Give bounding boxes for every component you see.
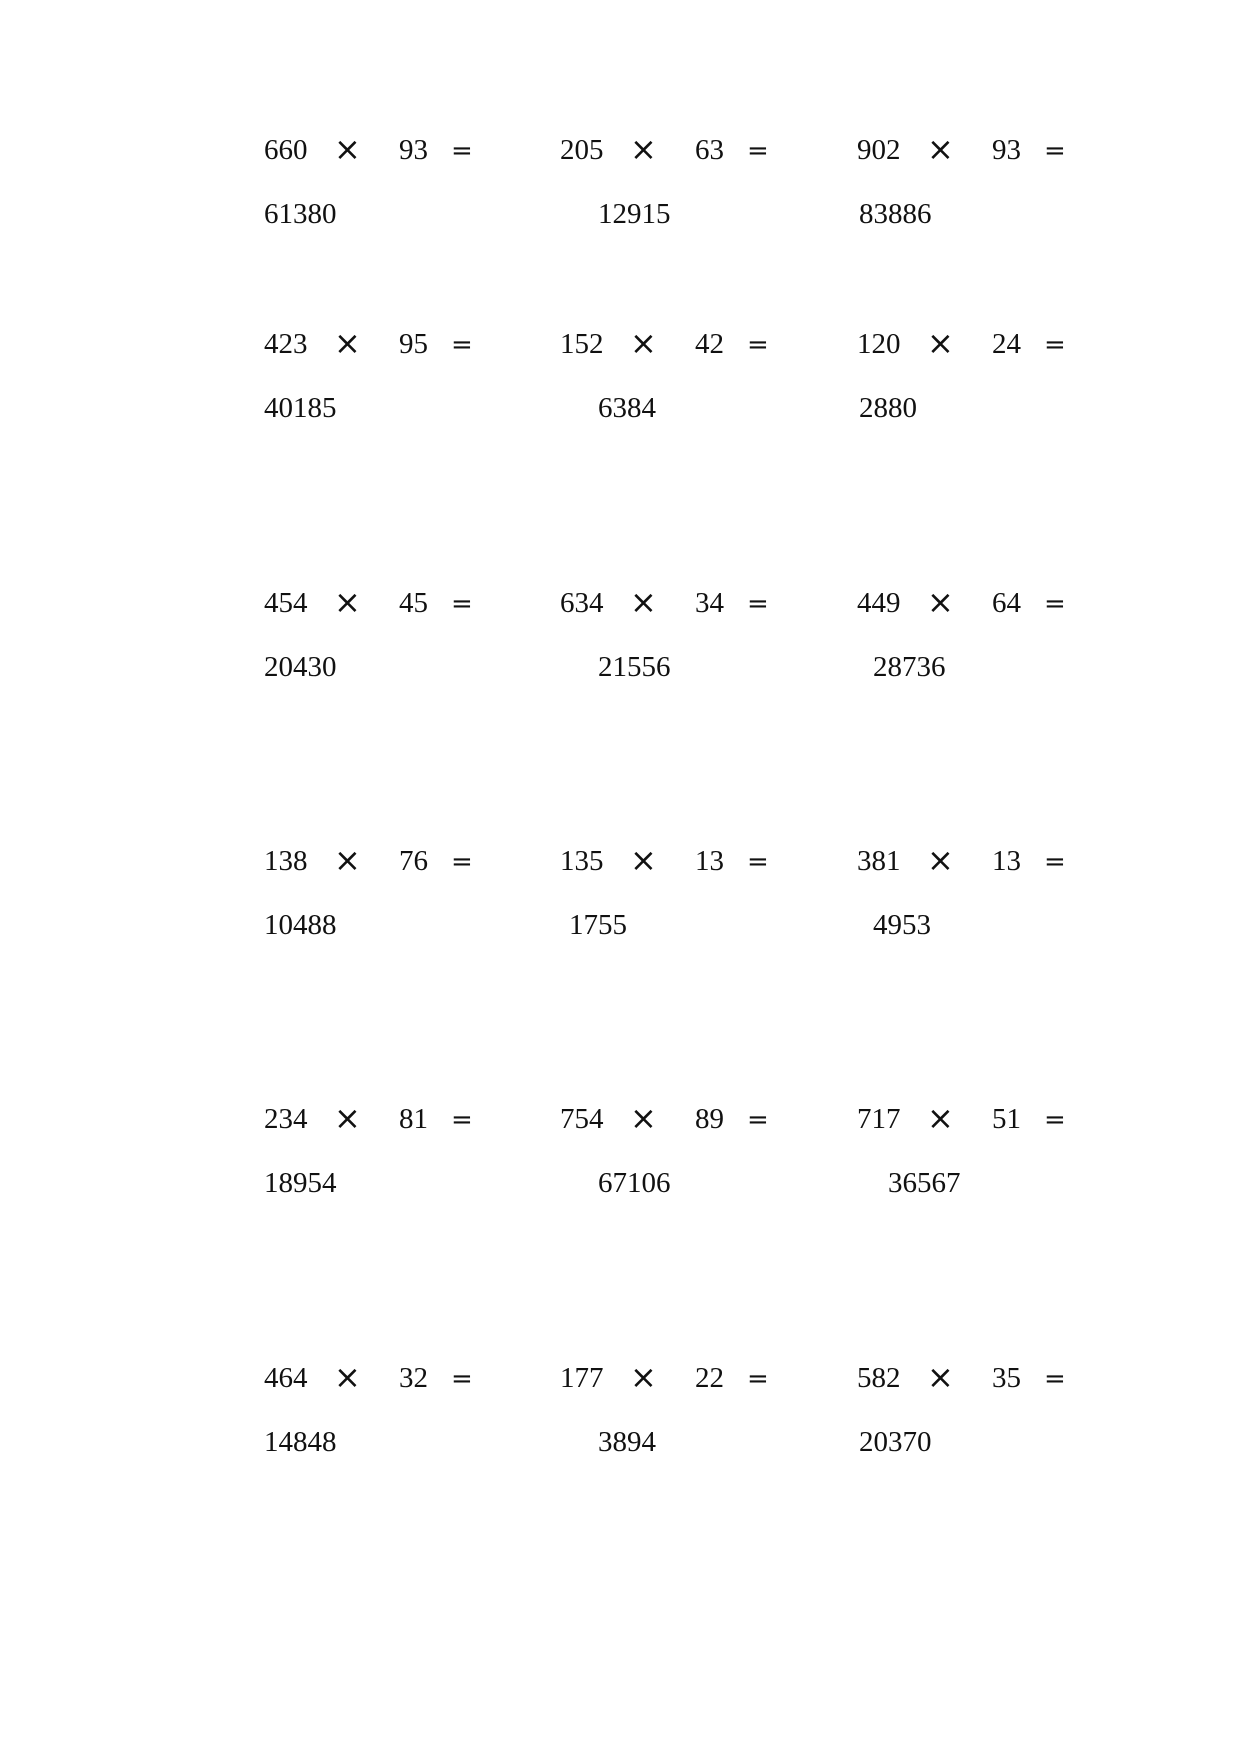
equals-sign: = xyxy=(451,847,473,877)
multiplicand: 138 xyxy=(264,845,308,877)
multiplier: 76 xyxy=(399,845,428,877)
multiplicand: 120 xyxy=(857,328,901,360)
times-sign: × xyxy=(927,841,954,879)
problem-7 xyxy=(264,585,564,695)
multiplier: 45 xyxy=(399,587,428,619)
multiplicand: 234 xyxy=(264,1103,308,1135)
problem-17 xyxy=(560,1360,860,1470)
multiplier: 93 xyxy=(992,134,1021,166)
multiplier: 35 xyxy=(992,1362,1021,1394)
times-sign: × xyxy=(630,1099,657,1137)
problem-15 xyxy=(857,1101,1157,1211)
answer: 20430 xyxy=(264,651,337,683)
times-sign: × xyxy=(927,1358,954,1396)
problem-6 xyxy=(857,326,1157,436)
multiplier: 51 xyxy=(992,1103,1021,1135)
answer: 6384 xyxy=(598,392,656,424)
problem-13 xyxy=(264,1101,564,1211)
multiplier: 13 xyxy=(695,845,724,877)
multiplier: 95 xyxy=(399,328,428,360)
problem-16 xyxy=(264,1360,564,1470)
multiplicand: 902 xyxy=(857,134,901,166)
equals-sign: = xyxy=(451,136,473,166)
multiplicand: 152 xyxy=(560,328,604,360)
answer: 2880 xyxy=(859,392,917,424)
multiplier: 64 xyxy=(992,587,1021,619)
multiplicand: 381 xyxy=(857,845,901,877)
equals-sign: = xyxy=(1044,847,1066,877)
answer: 83886 xyxy=(859,198,932,230)
multiplier: 42 xyxy=(695,328,724,360)
problem-1 xyxy=(264,132,564,242)
equals-sign: = xyxy=(451,1364,473,1394)
times-sign: × xyxy=(630,130,657,168)
equals-sign: = xyxy=(747,1105,769,1135)
times-sign: × xyxy=(927,1099,954,1137)
problem-3 xyxy=(857,132,1157,242)
times-sign: × xyxy=(334,583,361,621)
answer: 18954 xyxy=(264,1167,337,1199)
multiplicand: 660 xyxy=(264,134,308,166)
equals-sign: = xyxy=(747,847,769,877)
multiplicand: 464 xyxy=(264,1362,308,1394)
answer: 1755 xyxy=(569,909,627,941)
multiplier: 63 xyxy=(695,134,724,166)
multiplier: 22 xyxy=(695,1362,724,1394)
problem-12 xyxy=(857,843,1157,953)
times-sign: × xyxy=(334,324,361,362)
answer: 67106 xyxy=(598,1167,671,1199)
answer: 20370 xyxy=(859,1426,932,1458)
problem-2 xyxy=(560,132,860,242)
multiplier: 24 xyxy=(992,328,1021,360)
answer: 10488 xyxy=(264,909,337,941)
equals-sign: = xyxy=(747,136,769,166)
times-sign: × xyxy=(927,130,954,168)
equals-sign: = xyxy=(451,1105,473,1135)
answer: 28736 xyxy=(873,651,946,683)
equals-sign: = xyxy=(1044,136,1066,166)
problem-8 xyxy=(560,585,860,695)
multiplicand: 634 xyxy=(560,587,604,619)
equals-sign: = xyxy=(451,589,473,619)
times-sign: × xyxy=(630,841,657,879)
times-sign: × xyxy=(630,583,657,621)
multiplier: 34 xyxy=(695,587,724,619)
problem-10 xyxy=(264,843,564,953)
problem-9 xyxy=(857,585,1157,695)
times-sign: × xyxy=(334,1358,361,1396)
times-sign: × xyxy=(927,583,954,621)
times-sign: × xyxy=(927,324,954,362)
multiplicand: 717 xyxy=(857,1103,901,1135)
multiplicand: 754 xyxy=(560,1103,604,1135)
times-sign: × xyxy=(630,324,657,362)
multiplier: 81 xyxy=(399,1103,428,1135)
multiplicand: 582 xyxy=(857,1362,901,1394)
answer: 21556 xyxy=(598,651,671,683)
equals-sign: = xyxy=(747,330,769,360)
multiplier: 32 xyxy=(399,1362,428,1394)
multiplicand: 454 xyxy=(264,587,308,619)
multiplier: 93 xyxy=(399,134,428,166)
multiplicand: 205 xyxy=(560,134,604,166)
problem-18 xyxy=(857,1360,1157,1470)
answer: 12915 xyxy=(598,198,671,230)
multiplicand: 177 xyxy=(560,1362,604,1394)
answer: 36567 xyxy=(888,1167,961,1199)
problem-14 xyxy=(560,1101,860,1211)
multiplier: 13 xyxy=(992,845,1021,877)
multiplicand: 135 xyxy=(560,845,604,877)
multiplicand: 423 xyxy=(264,328,308,360)
problem-4 xyxy=(264,326,564,436)
times-sign: × xyxy=(334,130,361,168)
problem-5 xyxy=(560,326,860,436)
equals-sign: = xyxy=(747,1364,769,1394)
equals-sign: = xyxy=(747,589,769,619)
times-sign: × xyxy=(630,1358,657,1396)
answer: 61380 xyxy=(264,198,337,230)
equals-sign: = xyxy=(1044,1105,1066,1135)
multiplier: 89 xyxy=(695,1103,724,1135)
times-sign: × xyxy=(334,1099,361,1137)
equals-sign: = xyxy=(1044,589,1066,619)
answer: 40185 xyxy=(264,392,337,424)
times-sign: × xyxy=(334,841,361,879)
equals-sign: = xyxy=(451,330,473,360)
answer: 3894 xyxy=(598,1426,656,1458)
multiplicand: 449 xyxy=(857,587,901,619)
equals-sign: = xyxy=(1044,330,1066,360)
answer: 14848 xyxy=(264,1426,337,1458)
equals-sign: = xyxy=(1044,1364,1066,1394)
problem-11 xyxy=(560,843,860,953)
answer: 4953 xyxy=(873,909,931,941)
